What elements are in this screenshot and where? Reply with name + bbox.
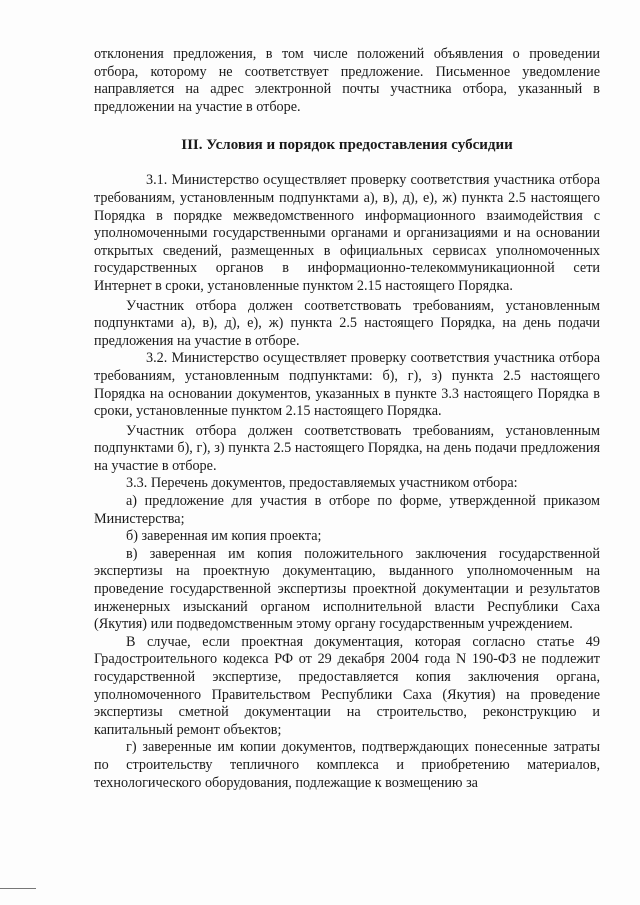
intro-paragraph: отклонения предложения, в том числе положений объявления о проведении отбора, которому не соответствует предложение. Письменное уведомление направляется на адрес электронной почты участника отбора, указанный в предложении на участие в отборе.: [94, 46, 600, 115]
list-item-a: а) предложение для участия в отборе по форме, утвержденной приказом Министерства;: [94, 493, 600, 527]
list-item-g: г) заверенные им копии документов, подтверждающих понесенные затраты по строительству тепличного комплекса и приобретению материалов, технологического оборудования, подлежащие к возмещению за: [94, 739, 600, 791]
document-body: [94, 46, 600, 792]
section-title: III. Условия и порядок предоставления субсидии: [181, 137, 513, 154]
list-item-v: в) заверенная им копия положительного заключения государственной экспертизы на проектную документацию, выданного уполномоченным на проведение государственной экспертизы проектной документации и результатов инженерных изысканий органом исполнительной власти Республики Саха (Якутия) или подведомственным этому органу государственным учреждением.: [94, 545, 600, 633]
paragraph-3-3: 3.3. Перечень документов, предоставляемых участником отбора:: [126, 475, 518, 492]
paragraph-participant-req-1: Участник отбора должен соответствовать требованиям, установленным подпунктами а), в), д), е), ж) пункта 2.5 настоящего Порядка, на день подачи предложения на участие в отборе.: [94, 297, 600, 349]
list-item-b: б) заверенная им копия проекта;: [126, 528, 322, 545]
footer-line: [0, 888, 36, 889]
paragraph-3-1: 3.1. Министерство осуществляет проверку соответствия участника отбора требованиям, установленным подпунктами а), в), д), е), ж) пункта 2.5 настоящего Порядка в порядке межведомственного информационного взаимодействия с уполномоченными государственными органами и организациями и на основании открытых сведений, размещенных в официальных сервисах уполномоченных государственных органов в информационно-телекоммуникационной сети Интернет в сроки, установленные пунктом 2.15 настоящего Порядка.: [94, 172, 600, 294]
paragraph-3-2: 3.2. Министерство осуществляет проверку соответствия участника отбора требованиям, установленным подпунктами: б), г), з) пункта 2.5 настоящего Порядка на основании документов, указанных в пункте 3.3 настоящего Порядка в сроки, установленные пунктом 2.15 настоящего Порядка.: [94, 350, 600, 420]
paragraph-exception: В случае, если проектная документация, которая согласно статье 49 Градостроительного кодекса РФ от 29 декабря 2004 года N 190-ФЗ не подлежит государственной экспертизе, предоставляется копия заключения органа, уполномоченного Правительством Республики Саха (Якутия) на проведение экспертизы сметной документации на строительство, реконструкцию и капитальный ремонт объектов;: [94, 633, 600, 738]
paragraph-participant-req-2: Участник отбора должен соответствовать требованиям, установленным подпунктами б), г), з) пункта 2.5 настоящего Порядка, на день подачи предложения на участие в отборе.: [94, 422, 600, 474]
